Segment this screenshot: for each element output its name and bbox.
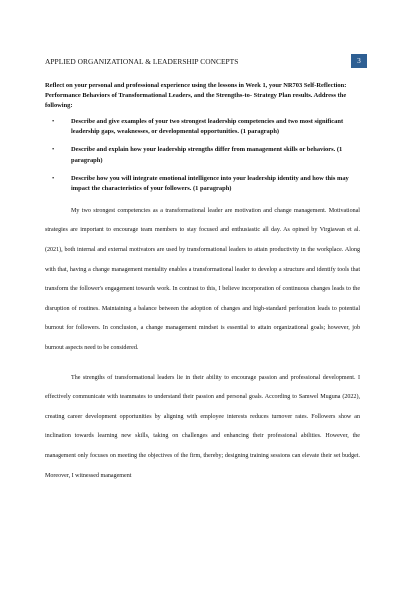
assignment-prompt: Reflect on your personal and professional experience using the lessons in Week 1, your NR703 Self-Reflection: Performance Behaviors of Transformational Leaders, and the Strengths-to- Strategy Plan results. Address the following: [45,82,347,110]
document-content [45,81,360,486]
bullet-icon: • [52,118,55,126]
body-paragraph-strengths: My two strongest competencies as a transformational leader are motivation and change management. Motivational strategies are important to encourage team members to stay focused and enthusiastic all day. As opined by Virgiawan et al. (2021), both internal and external motivators are used by transformational leaders to attain productivity in the workplace. Along with that, having a change management mentality enables a transformational leader to develop a structure and identify tools that transform the follower's engagement towards work. In contrast to this, I believe incorporation of continuous changes leads to the disruption of routines. Maintaining a balance between the adoption of changes and high-standard perforation leads to potential burnout for followers. In conclusion, a change management mindset is essential to attain organizational goals; however, job burnout aspects need to be considered. [45,207,360,351]
prompt-bullet-item [45,174,360,194]
page-number: 3 [351,54,367,68]
prompt-bullet-text: Describe how you will integrate emotional intelligence into your leadership identity and how this may impact the characteristics of your followers. (1 paragraph) [71,174,349,192]
prompt-bullet-text: Describe and give examples of your two strongest leadership competencies and two most significant leadership gaps, weaknesses, or developmental opportunities. (1 paragraph) [71,118,344,136]
running-head: APPLIED ORGANIZATIONAL & LEADERSHIP CONCEPTS [45,57,239,66]
bullet-icon: • [52,146,55,154]
prompt-bullet-item [45,145,360,165]
body-paragraph-leadership-vs-management: The strengths of transformational leaders lie in their ability to encourage passion and professional development. I effectively communicate with teammates to understand their passion and personal goals. According to Samwel Muguna (2022), creating career development opportunities by aligning with employee interests reduces turnover rates. Followers show an inclination towards learning new skills, taking on challenges and enhancing their professional abilities. However, the management only focuses on meeting the objectives of the firm, thereby; designing training sessions can elevate their set budget. Moreover, I witnessed management [45,374,360,479]
prompt-bullet-list [45,117,360,194]
bullet-icon: • [52,174,55,182]
prompt-bullet-item [45,117,360,137]
prompt-bullet-text: Describe and explain how your leadership strengths differ from management skills or behaviors. (1 paragraph) [71,146,343,164]
